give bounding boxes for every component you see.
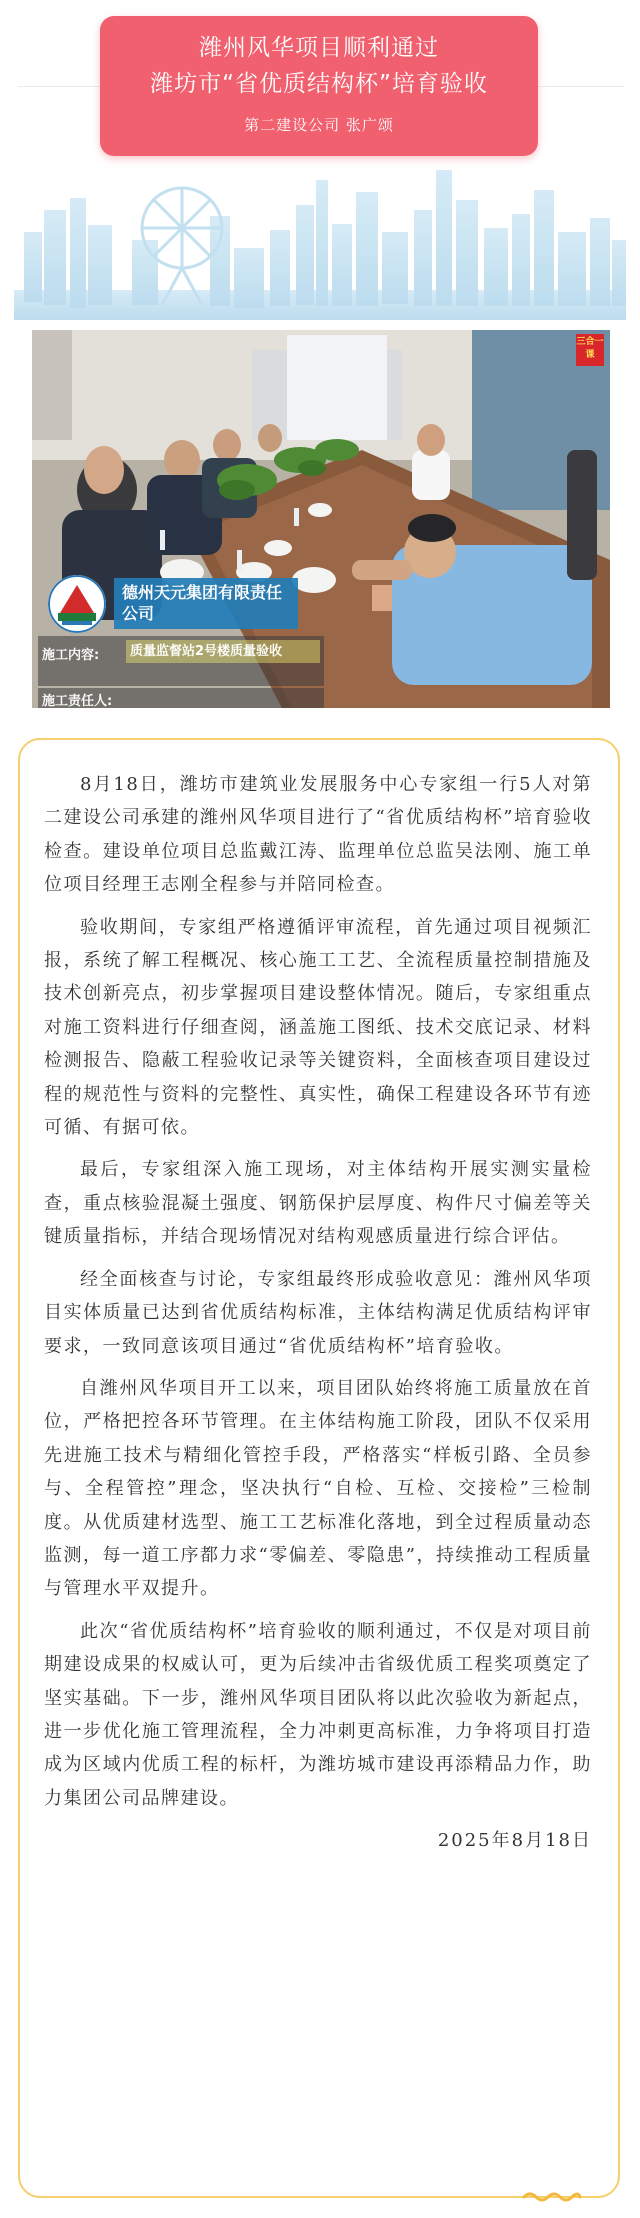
paragraph-5: 自潍州风华项目开工以来，项目团队始终将施工质量放在首位，严格把控各环节管理。在主体结构施工阶段，团队不仅采用先进施工技术与精细化管控手段，严格落实“样板引路、全员参与、全程管控”理念，坚决执行“自检、互检、交接检”三检制度。从优质建材选型、施工工艺标准化落地，到全过程质量动态监测，每一道工序都力求“零偏差、零隐患”，持续推动工程质量与管理水平双提升。: [44, 1377, 592, 1600]
author-byline: 第二建设公司 张广颂: [244, 116, 394, 134]
paragraph-3: 最后，专家组深入施工现场，对主体结构开展实测实量检查，重点核验混凝土强度、钢筋保护层厚度、构件尺寸偏差等关键质量指标，并结合现场情况对结构观感质量进行综合评估。: [44, 1159, 592, 1248]
paragraph-6: 此次“省优质结构杯”培育验收的顺利通过，不仅是对项目前期建设成果的权威认可，更为后续冲击省级优质工程奖项奠定了坚实基础。下一步，潍州风华项目团队将以此次验收为新起点，进一步优化施工管理流程，全力冲刺更高标准，力争将项目打造成为区域内优质工程的标杆，为潍坊城市建设再添精品力作，助力集团公司品牌建设。: [44, 1620, 592, 1809]
company-name-tag: 德州天元集团有限责任公司: [114, 578, 298, 629]
paragraph-2: 验收期间，专家组严格遵循评审流程，首先通过项目视频汇报，系统了解工程概况、核心施工工艺、全流程质量控制措施及技术创新亮点，初步掌握项目建设整体情况。随后，专家组重点对施工资料进行仔细查阅，涵盖施工图纸、技术交底记录、材料检测报告、隐蔽工程验收记录等关键资料，全面核查项目建设过程的规范性与资料的完整性、真实性，确保工程建设各环节有迹可循、有据可依。: [44, 916, 592, 1139]
page-title-line2: 潍坊市“省优质结构杯”培育验收: [150, 71, 488, 97]
responsible-label: 施工责任人:: [42, 694, 113, 708]
city-skyline-illustration: [14, 170, 626, 320]
site-photo: [32, 330, 610, 708]
title-banner: [100, 16, 538, 156]
header-rule-left: [18, 86, 102, 87]
article-body: [44, 768, 592, 1858]
paragraph-4: 经全面核查与讨论，专家组最终形成验收意见：潍州风华项目实体质量已达到省优质结构标准，主体结构满足优质结构评审要求，一致同意该项目通过“省优质结构杯”培育验收。: [44, 1268, 592, 1357]
article-date: 2025年8月18日: [437, 1830, 592, 1852]
wall-sign-badge: 三合一课: [576, 334, 604, 366]
decorative-wave-icon: [522, 2190, 582, 2204]
header-rule-right: [536, 86, 624, 87]
responsible-person-row: [38, 688, 324, 708]
content-label: 施工内容:: [42, 648, 100, 663]
construction-content-row: [38, 636, 324, 686]
company-logo-icon: [48, 575, 106, 633]
content-value: 质量监督站2号楼质量验收: [126, 640, 320, 663]
paragraph-1: 8月18日，潍坊市建筑业发展服务中心专家组一行5人对第二建设公司承建的潍州风华项目进行了“省优质结构杯”培育验收检查。建设单位项目总监戴江涛、监理单位总监吴法刚、施工单位项目经理王志刚全程参与并陪同检查。: [44, 774, 592, 896]
page-title-line1: 潍州风华项目顺利通过: [199, 35, 439, 61]
